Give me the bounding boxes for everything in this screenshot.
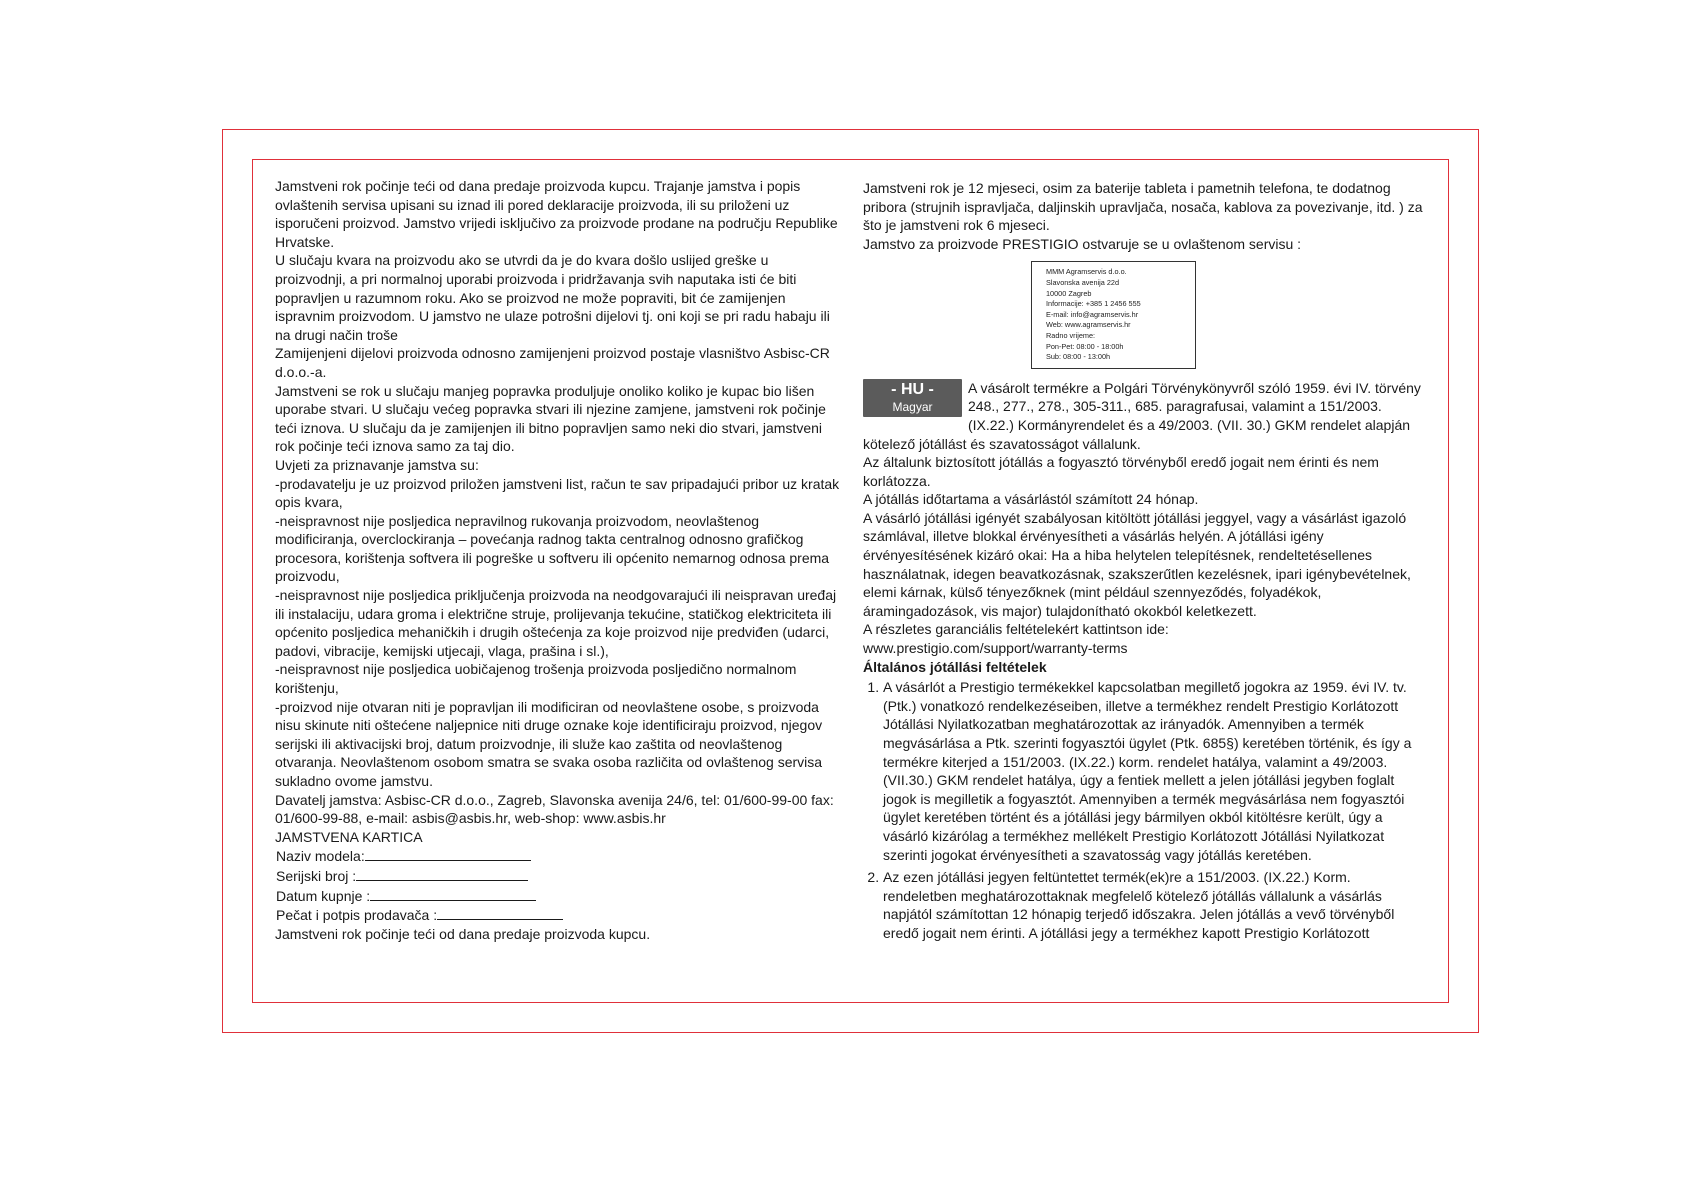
hu-paragraph: A jótállás időtartama a vásárlástól számított 24 hónap. <box>863 491 1199 508</box>
serial-number-label: Serijski broj : <box>276 867 357 884</box>
authorized-service-box <box>1031 261 1196 368</box>
seller-stamp-label: Pečat i potpis prodavača : <box>276 907 438 924</box>
warranty-terms-link[interactable]: www.prestigio.com/support/warranty-terms <box>863 640 1128 657</box>
model-name-label: Naziv modela: <box>276 848 365 865</box>
general-conditions-heading: Általános jótállási feltételek <box>863 658 1047 675</box>
conditions-list <box>863 678 1423 942</box>
seller-stamp-field[interactable] <box>275 905 843 925</box>
warranty-paragraph: Uvjeti za priznavanje jamstva su: <box>275 456 479 473</box>
service-line: MMM Agramservis d.o.o. <box>1046 267 1127 277</box>
condition-item: 2. Az ezen jótállási jegyen feltüntettet termék(ek)re a 151/2003. (IX.22.) Korm. rendeletben meghatározottaknak megfelelő kötelező jótállás vállalunk a vásárlás napjától számítottan 12 hónapig terjedő időszakra. Jelen jótállás a vevő törvényből eredő jogait nem érinti. A jótállási jegy a termékhez kapott Prestigio Korlátozott <box>883 868 1423 942</box>
warranty-card-title: JAMSTVENA KARTICA <box>275 828 423 845</box>
language-badge-hu <box>863 379 962 417</box>
warranty-condition: -proizvod nije otvaran niti je popravljan ili modificiran od neovlaštene osobe, s proizvoda nisu skinute niti oštećene naljepnice niti druge oznake koje identificiraju proizvod, njegov serijski ili aktivacijski broj, datum proizvodnje, ili služe kao zaštita od neovlaštenog otvaranja. Neovlaštenom osobom smatra se svaka osoba različita od ovlaštenog servisa sukladno ovome jamstvu. <box>275 698 823 789</box>
service-line: Slavonska avenija 22d <box>1046 277 1120 287</box>
hu-paragraph: A részletes garanciális feltételekért kattintson ide: <box>863 621 1169 638</box>
warranty-provider: Davatelj jamstva: Asbisc-CR d.o.o., Zagreb, Slavonska avenija 24/6, tel: 01/600-99-00 fax: 01/600-99-88, e-mail: asbis@asbis.hr, web-shop: www.asbis.hr <box>275 791 834 827</box>
hu-paragraph: A vásárló jótállási igényét szabályosan kitöltött jótállási jeggyel, vagy a vásárlást igazoló számlával, illetve blokkal érvényesítheti a vásárlás helyén. A jótállási igény érvényesítésének kizáró okai: Ha a hiba helytelen telepítésnek, rendeltetésellenes használatnak, idegen beavatkozásnak, szakszerűtlen kezelésnek, ipari igénybevételnek, elemi kárnak, külső tényezőknek (mint például szennyeződés, folyadékok, áramingadozások, vis major) tulajdonítható okokból keletkezett. <box>863 509 1411 619</box>
warranty-paragraph: Jamstveni rok počinje teći od dana predaje proizvoda kupcu. Trajanje jamstva i popis ovlaštenih servisa upisani su iznad ili pored deklaracije proizvoda, ili su priloženi uz isporučeni proizvod. Jamstvo vrijedi isključivo za proizvode prodane na području Republike Hrvatske. <box>275 178 838 250</box>
right-column <box>863 179 1423 943</box>
hu-paragraph: A vásárolt termékre a Polgári Törvénykönyvről szóló 1959. évi IV. törvény 248., 277., 278., 305-311., 685. paragrafusai, valamint a 151/2003. (IX.22.) Kormányrendelet és a 49/2003. (VII. 30.) GKM rendelet alapján kötelező jótállást és szavatosságot vállalunk. <box>863 379 1421 452</box>
warranty-condition: -neispravnost nije posljedica priključenja proizvoda na neodgovarajući ili neispravan uređaj ili instalaciju, udara groma i električne struje, prolijevanja tekućine, statičkog elektriciteta ili općenito posljedica mehaničkih i drugih oštećenja za koje proizvod nije predviđen (udarci, padovi, vibracije, kemijski utjecaji, vlaga, prašina i sl.), <box>275 587 837 659</box>
warranty-paragraph: Jamstveni se rok u slučaju manjeg popravka produljuje onoliko koliko je kupac bio lišen uporabe stvari. U slučaju većeg popravka stvari ili njezine zamjene, jamstveni rok počinje teći iznova. U slučaju da je zamijenjen ili bitno popravljen samo neki dio stvari, jamstveni rok počinje teći iznova samo za taj dio. <box>275 382 826 455</box>
language-code: - HU - <box>891 380 934 398</box>
warranty-condition: -neispravnost nije posljedica nepravilnog rukovanja proizvodom, neovlaštenog modificiranja, overclockiranja – povećanja radnog takta centralnog odnosno grafičkog procesora, korištenja softvera ili pogreške u softveru ili općenito nemarnog odnosa prema proizvodu, <box>275 512 830 585</box>
service-line: Sub: 08:00 - 13:00h <box>1046 352 1111 362</box>
service-line: Web: www.agramservis.hr <box>1046 320 1131 330</box>
service-line: Radno vrijeme: <box>1046 330 1096 340</box>
purchase-date-field[interactable] <box>275 886 843 906</box>
serial-number-blank[interactable] <box>356 866 528 881</box>
warranty-paragraph: U slučaju kvara na proizvodu ako se utvrdi da je do kvara došlo uslijed greške u proizvodnji, a pri normalnoj uporabi proizvoda i pridržavanja svih naputaka isti će biti popravljen u razumnom roku. Ako se proizvod ne može popraviti, bit će zamijenjen ispravnim proizvodom. U jamstvo ne ulaze potrošni dijelovi tj. oni koji se pri radu habaju ili na drugi način troše <box>275 252 830 343</box>
service-line: 10000 Zagreb <box>1046 288 1092 298</box>
left-column-croatian-warranty <box>275 177 843 943</box>
warranty-paragraph: Zamijenjeni dijelovi proizvoda odnosno zamijenjeni proizvod postaje vlasništvo Asbisc-CR d.o.o.-a. <box>275 345 830 380</box>
service-line: Pon-Pet: 08:00 - 18:00h <box>1046 341 1124 351</box>
service-line: Informacije: +385 1 2456 555 <box>1046 299 1141 309</box>
warranty-condition: -prodavatelju je uz proizvod priložen jamstveni list, račun te sav pripadajući pribor uz kratak opis kvara, <box>275 475 840 511</box>
language-name: Magyar <box>892 399 933 414</box>
seller-stamp-blank[interactable] <box>437 905 563 920</box>
condition-item: 1. A vásárlót a Prestigio termékekkel kapcsolatban megillető jogokra az 1959. évi IV. tv. (Ptk.) vonatkozó rendelkezéseiben, illetve a termékhez rendelt Prestigio Korlátozott Jótállási Nyilatkozatban meghatározottak az irányadók. Amennyiben a termék megvásárlása a Ptk. szerinti fogyasztói ügylet (Ptk. 685§) keretében történik, és így a termékre kiterjed a 151/2003. (IX.22.) korm. rendelet hatálya, valamint a 49/2003. (VII.30.) GKM rendelet hatálya, úgy a fentiek mellett a jelen jótállási jegyben foglalt jogok is megilletik a fogyasztót. Amennyiben a termék megvásárlása nem fogyasztói ügylet keretében történt és a jótállási jegy bármilyen okból kitöltésre került, úgy a vásárló kizárólag a termékhez mellékelt Prestigio Korlátozott Jótállási Nyilatkozat szerinti jogokat érvényesítheti a szavatosság vagy jótállás keretében. <box>883 678 1423 864</box>
serial-number-field[interactable] <box>275 866 843 886</box>
hungarian-section <box>863 379 1423 943</box>
model-name-field[interactable] <box>275 846 843 866</box>
model-name-blank[interactable] <box>365 846 531 861</box>
service-intro: Jamstvo za proizvode PRESTIGIO ostvaruje se u ovlaštenom servisu : <box>863 235 1302 252</box>
warranty-condition: -neispravnost nije posljedica uobičajenog trošenja proizvoda posljedično normalnom korištenju, <box>275 661 797 697</box>
purchase-date-label: Datum kupnje : <box>276 887 371 904</box>
hu-paragraph: Az általunk biztosított jótállás a fogyasztó törvényből eredő jogait nem érinti és nem korlátozza. <box>863 454 1379 489</box>
warranty-closing-line: Jamstveni rok počinje teći od dana predaje proizvoda kupcu. <box>275 925 651 942</box>
warranty-period-paragraph: Jamstveni rok je 12 mjeseci, osim za baterije tableta i pametnih telefona, te dodatnog pribora (strujnih ispravljača, daljinskih upravljača, nosača, kablova za povezivanje, itd. ) za što je jamstveni rok 6 mjeseci. <box>863 180 1423 234</box>
purchase-date-blank[interactable] <box>370 886 536 901</box>
service-line: E-mail: info@agramservis.hr <box>1046 309 1139 319</box>
